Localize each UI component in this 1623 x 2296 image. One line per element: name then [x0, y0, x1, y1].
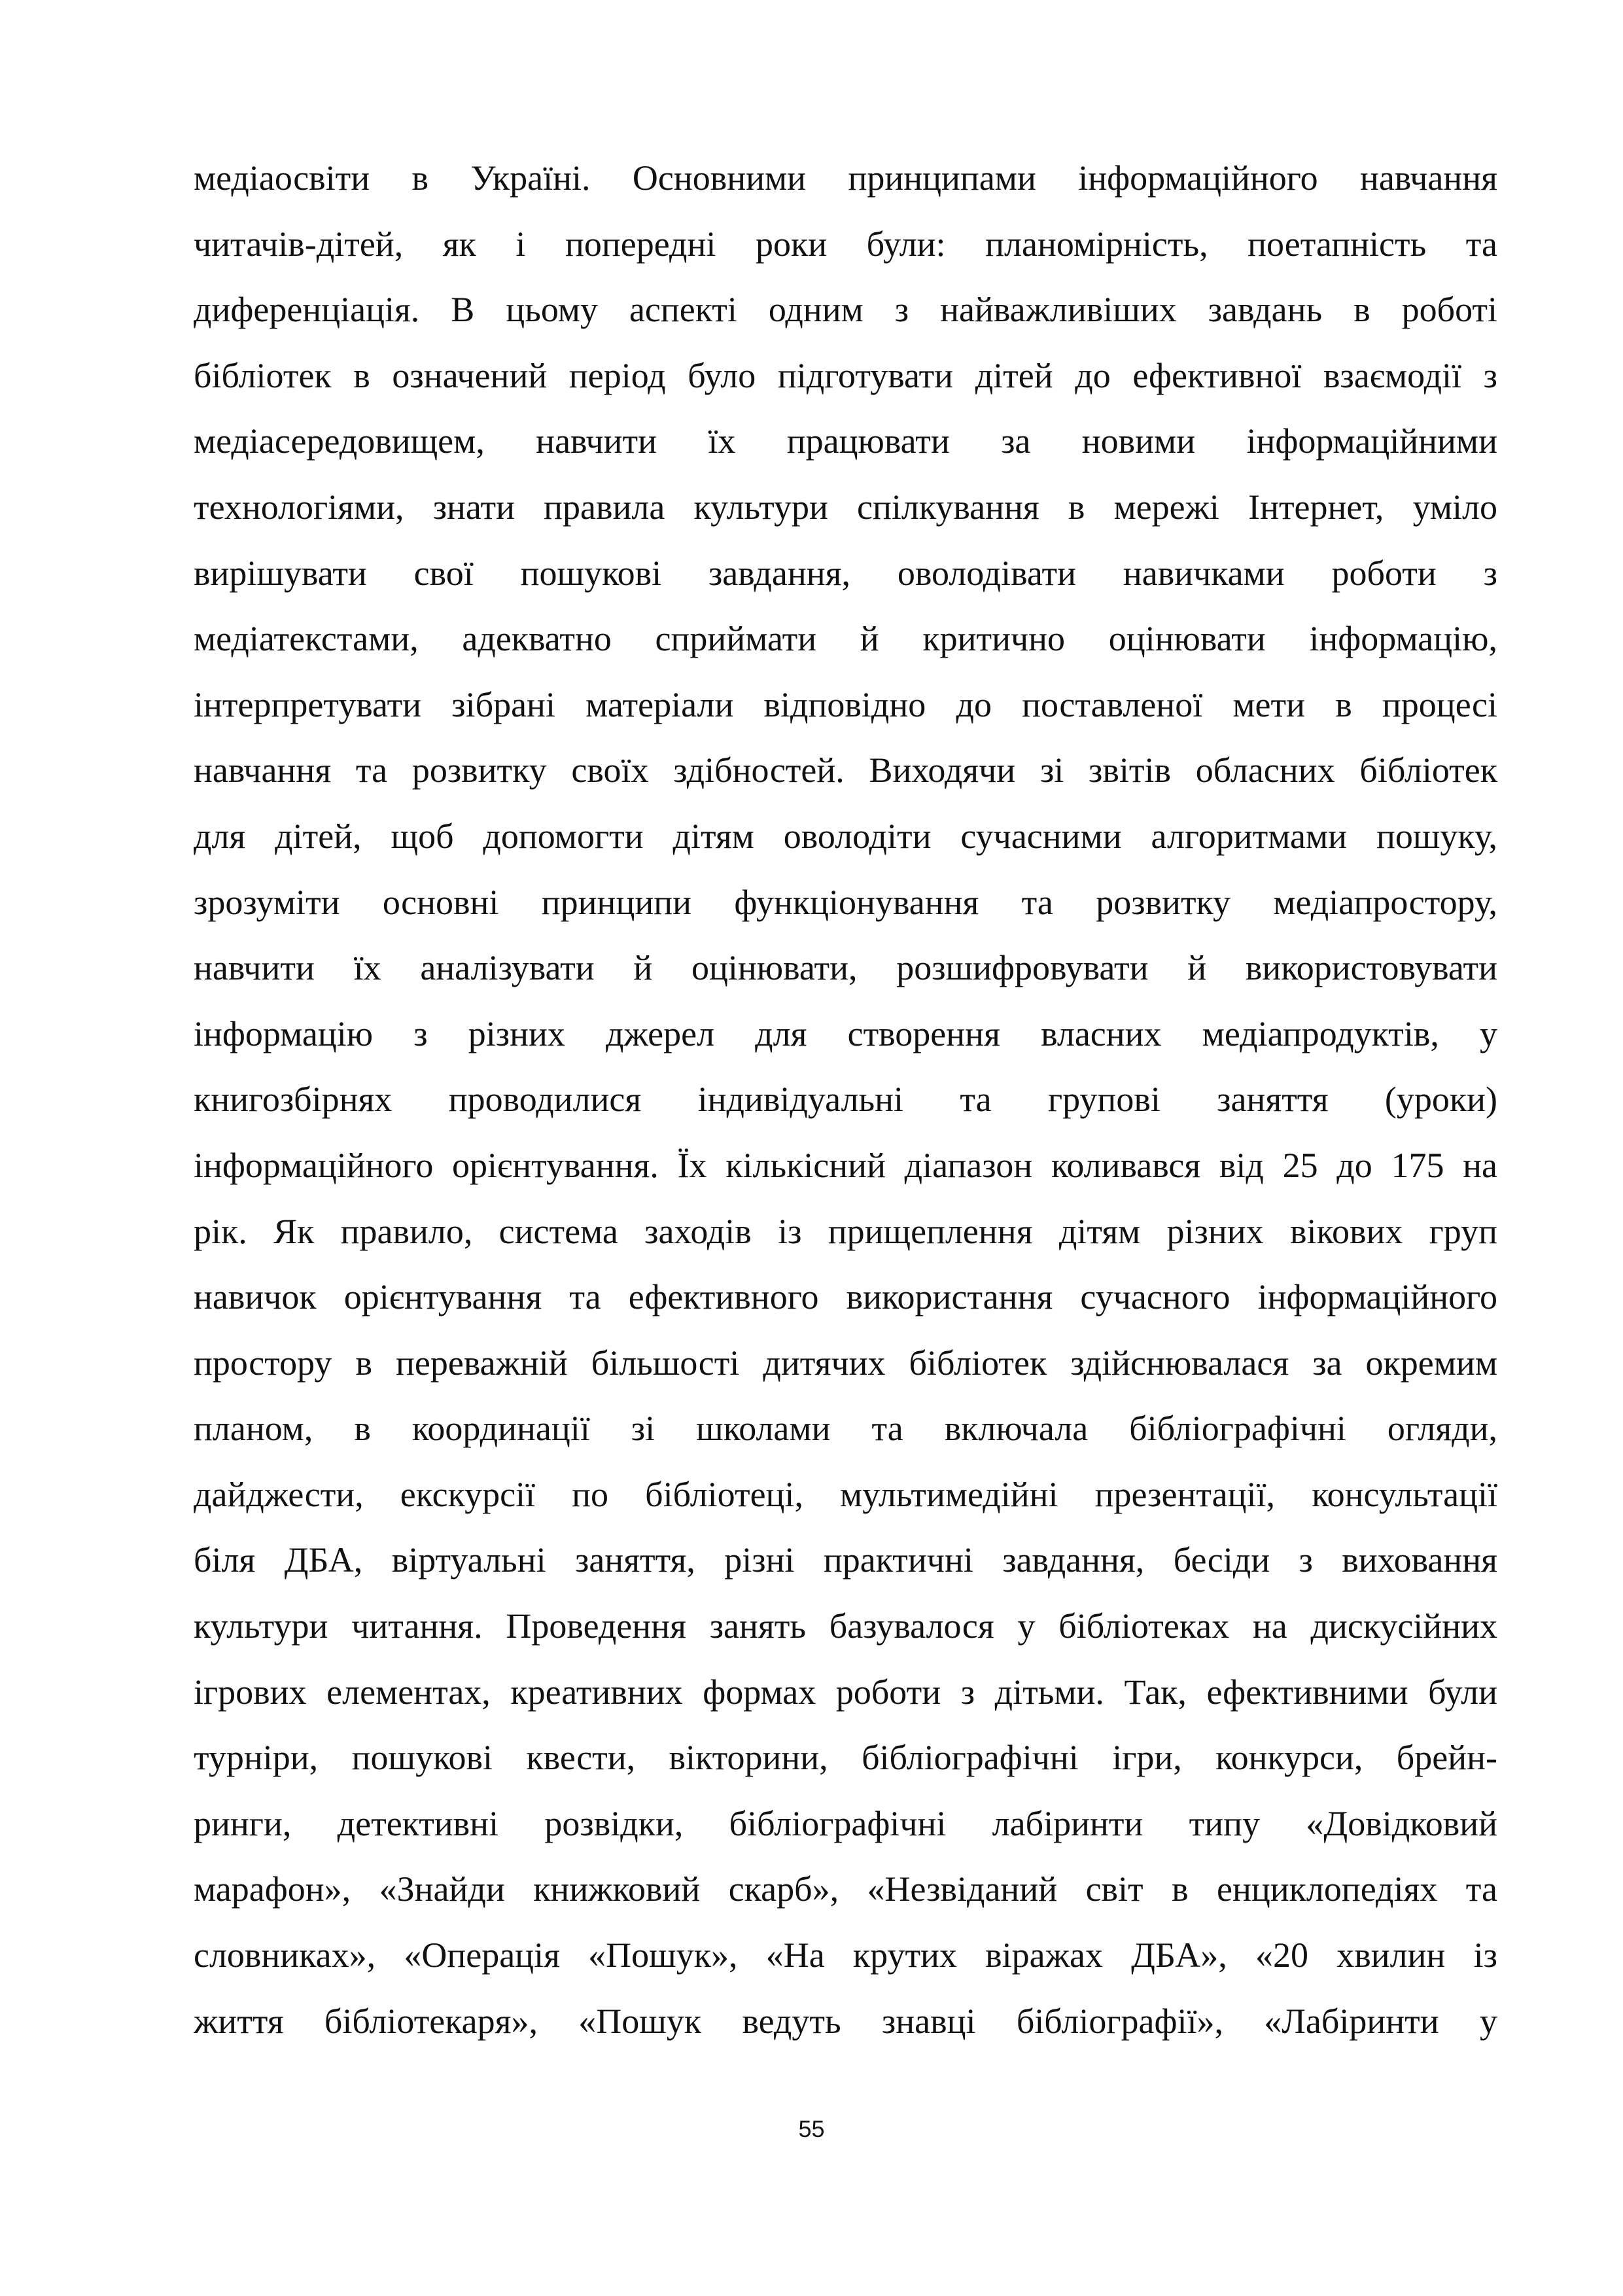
- text-line: для дітей, щоб допомогти дітям оволодіти сучасними алгоритмами пошуку,: [194, 816, 1497, 856]
- text-line: планом, в координації зі школами та включала бібліографічні огляди,: [194, 1409, 1497, 1449]
- text-line: медіаосвіти в Україні. Основними принципами інформаційного навчання: [194, 158, 1497, 198]
- text-line: інформацію з різних джерел для створення власних медіапродуктів, у: [194, 1014, 1497, 1053]
- text-line: інформаційного орієнтування. Їх кількісний діапазон коливався від 25 до 175 на: [194, 1145, 1497, 1185]
- text-line: диференціація. В цьому аспекті одним з найважливіших завдань в роботі: [194, 290, 1497, 330]
- text-line: дайджести, екскурсії по бібліотеці, мультимедійні презентації, консультації: [194, 1474, 1497, 1514]
- text-line: ринги, детективні розвідки, бібліографічні лабіринти типу «Довідковий: [194, 1803, 1497, 1843]
- text-line: словниках», «Операція «Пошук», «На крутих віражах ДБА», «20 хвилин із: [194, 1935, 1497, 1975]
- page-number: 55: [798, 2115, 825, 2142]
- text-line: біля ДБА, віртуальні заняття, різні практичні завдання, бесіди з виховання: [194, 1540, 1497, 1580]
- text-line: простору в переважній більшості дитячих бібліотек здійснювалася за окремим: [194, 1343, 1497, 1383]
- text-line: медіатекстами, адекватно сприймати й критично оцінювати інформацію,: [194, 619, 1497, 659]
- text-line: вирішувати свої пошукові завдання, оволодівати навичками роботи з: [194, 553, 1497, 593]
- text-line: навичок орієнтування та ефективного використання сучасного інформаційного: [194, 1277, 1497, 1317]
- text-line: технологіями, знати правила культури спілкування в мережі Інтернет, уміло: [194, 487, 1497, 527]
- body-text: [194, 145, 1497, 2054]
- text-line: турніри, пошукові квести, вікторини, бібліографічні ігри, конкурси, брейн-: [194, 1738, 1497, 1778]
- text-line: бібліотек в означений період було підготувати дітей до ефективної взаємодії з: [194, 355, 1497, 395]
- text-line: інтерпретувати зібрані матеріали відповідно до поставленої мети в процесі: [194, 684, 1497, 724]
- text-line: ігрових елементах, креативних формах роботи з дітьми. Так, ефективними були: [194, 1672, 1497, 1712]
- text-line: книгозбірнях проводилися індивідуальні та групові заняття (уроки): [194, 1080, 1497, 1120]
- text-line: рік. Як правило, система заходів із прищеплення дітям різних вікових груп: [194, 1211, 1497, 1251]
- text-line: зрозуміти основні принципи функціонування та розвитку медіапростору,: [194, 882, 1497, 922]
- text-line: культури читання. Проведення занять базувалося у бібліотеках на дискусійних: [194, 1606, 1497, 1646]
- text-line: навчити їх аналізувати й оцінювати, розшифровувати й використовувати: [194, 948, 1497, 988]
- text-line: читачів-дітей, як і попередні роки були: планомірність, поетапність та: [194, 224, 1497, 264]
- text-line: навчання та розвитку своїх здібностей. Виходячи зі звітів обласних бібліотек: [194, 751, 1497, 790]
- text-line: медіасередовищем, навчити їх працювати за новими інформаційними: [194, 421, 1497, 461]
- text-line: марафон», «Знайди книжковий скарб», «Незвіданий світ в енциклопедіях та: [194, 1869, 1497, 1909]
- text-line: життя бібліотекаря», «Пошук ведуть знавці бібліографії», «Лабіринти у: [194, 2001, 1497, 2041]
